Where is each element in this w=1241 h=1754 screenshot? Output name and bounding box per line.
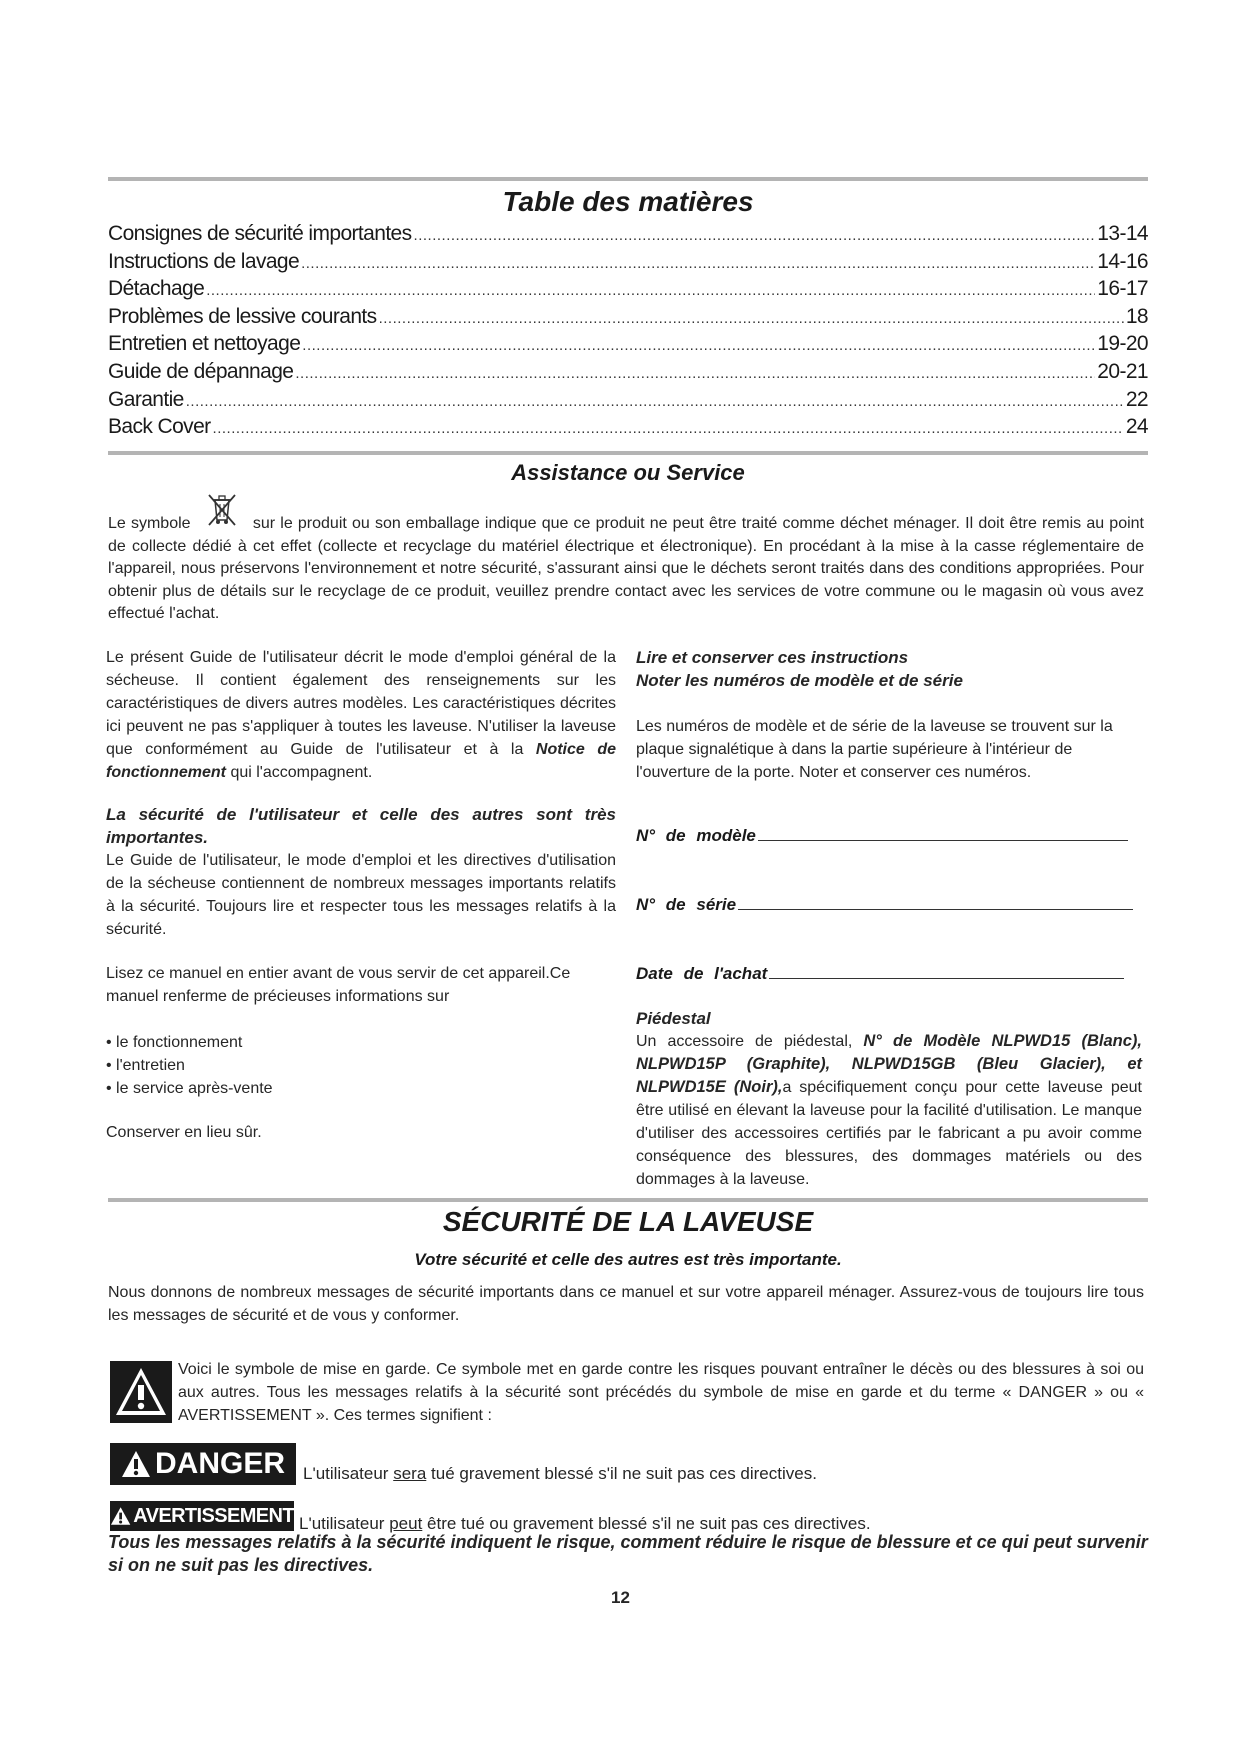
toc-entry-label: Back Cover	[108, 415, 211, 439]
danger-description	[303, 1462, 817, 1485]
pedestal-text	[636, 1030, 1142, 1191]
intro-text	[106, 646, 616, 784]
user-safety-text: Le Guide de l'utilisateur, le mode d'emploi et les directives d'utilisation de la sécheuse contiennent de nombreux messages importants relatifs à la sécurité. Toujours lire et respecter tous les messages relatifs à la sécurité.	[106, 852, 616, 938]
toc-entry-label: Problèmes de lessive courants	[108, 304, 377, 328]
intro-part1: Le présent Guide de l'utilisateur décrit le mode d'emploi général de la sécheuse. Il contient également des renseignements sur les caractéristiques de divers autres modèles. Les caractéristiques décrites ici peuvent ne pas s'appliquer à toutes les laveuse. N'utiliser la laveuse que conformément au Guide de l'utilisateur et à la	[106, 649, 616, 758]
toc-entry[interactable]	[108, 388, 1148, 416]
user-safety-heading: La sécurité de l'utilisateur et celle des autres sont très importantes.	[106, 805, 616, 847]
warning-text-after: être tué ou gravement blessé s'il ne suit pas ces directives.	[427, 1514, 871, 1533]
table-of-contents	[108, 222, 1148, 443]
read-keep-heading: Lire et conserver ces instructions	[636, 648, 909, 667]
toc-entry[interactable]	[108, 277, 1148, 305]
toc-leader	[186, 393, 1124, 410]
toc-leader	[301, 255, 1095, 272]
toc-entry-page: 18	[1125, 304, 1148, 328]
danger-text-before: L'utilisateur	[303, 1464, 389, 1483]
warning-label-text: AVERTISSEMENT	[133, 1504, 294, 1527]
toc-leader	[302, 337, 1095, 354]
warning-alert-icon	[110, 1506, 131, 1526]
toc-entry-page: 20-21	[1097, 359, 1148, 383]
assistance-text-before: Le symbole	[108, 515, 191, 532]
serial-number-line[interactable]	[738, 893, 1133, 910]
crossed-bin-icon	[202, 502, 242, 530]
model-number-line[interactable]	[758, 824, 1128, 841]
toc-entry[interactable]	[108, 332, 1148, 360]
list-item: • le fonctionnement	[106, 1031, 616, 1054]
toc-entry-page: 19-20	[1097, 332, 1148, 356]
pedestal-models: N° de Modèle NLPWD15 (Blanc), NLPWD15P (Graphite), NLPWD15GB (Bleu Glacier), et NLPWD15E (Noir),	[636, 1032, 1142, 1096]
toc-entry-label: Détachage	[108, 277, 205, 301]
assistance-title: Assistance ou Service	[511, 460, 745, 485]
toc-entry-label: Entretien et nettoyage	[108, 332, 301, 356]
serial-number-field[interactable]	[636, 893, 1133, 915]
list-item: • le service après-vente	[106, 1077, 616, 1100]
safety-intro: Nous donnons de nombreux messages de sécurité importants dans ce manuel et sur votre appareil ménager. Assurez-vous de toujours lire tous les messages de sécurité et de vous y conformer.	[108, 1284, 1144, 1324]
safety-closing: Tous les messages relatifs à la sécurité indiquent le risque, comment réduire le risque de blessure et ce qui peut survenir si on ne suit pas les directives.	[108, 1532, 1148, 1575]
danger-emphasis: sera	[393, 1464, 427, 1483]
danger-text-after: tué gravement blessé s'il ne suit pas ces directives.	[431, 1464, 817, 1483]
purchase-date-label: Date de l'achat	[636, 964, 768, 983]
toc-title: Table des matières	[502, 186, 754, 217]
warning-text-before: L'utilisateur	[299, 1514, 385, 1533]
serial-number-label: N° de série	[636, 895, 737, 914]
keep-safe-text: Conserver en lieu sûr.	[106, 1124, 262, 1141]
toc-entry[interactable]	[108, 250, 1148, 278]
toc-entry[interactable]	[108, 415, 1148, 443]
toc-entry-label: Garantie	[108, 387, 184, 411]
toc-entry-page: 22	[1125, 387, 1148, 411]
list-item: • l'entretien	[106, 1054, 616, 1077]
pedestal-text2: a spécifiquement conçu pour cette laveuse peut être utilisé en élevant la laveuse pour la facilité d'utilisation. Le manque d'utiliser des accessoires certifiés par le fabricant a pu avoir comme conséquence des blessures, des dommages matériels ou des dommages à la laveuse.	[636, 1079, 1142, 1188]
pedestal-text1: Un accessoire de piédestal,	[636, 1033, 853, 1050]
toc-entry-page: 14-16	[1097, 249, 1148, 273]
toc-entry[interactable]	[108, 360, 1148, 388]
safety-rule	[108, 1198, 1148, 1202]
purchase-date-line[interactable]	[769, 962, 1124, 979]
warning-label	[110, 1501, 294, 1531]
danger-label-text: DANGER	[154, 1447, 285, 1480]
assistance-rule	[108, 451, 1148, 455]
toc-entry-page: 16-17	[1097, 277, 1148, 301]
toc-entry[interactable]	[108, 222, 1148, 250]
top-rule	[108, 177, 1148, 181]
read-manual-text: Lisez ce manuel en entier avant de vous servir de cet appareil.Ce manuel renferme de précieuses informations sur	[106, 965, 571, 1005]
toc-leader	[414, 227, 1096, 244]
record-numbers-heading: Noter les numéros de modèle et de série	[636, 671, 963, 690]
page-number: 12	[611, 1588, 630, 1607]
toc-entry-label: Guide de dépannage	[108, 359, 294, 383]
assistance-text	[108, 502, 1144, 626]
model-number-field[interactable]	[636, 824, 1128, 846]
pedestal-heading: Piédestal	[636, 1009, 711, 1028]
toc-leader	[213, 420, 1124, 437]
intro-part2: qui l'accompagnent.	[230, 764, 373, 781]
toc-leader	[379, 310, 1124, 327]
toc-leader	[295, 365, 1095, 382]
toc-entry-page: 13-14	[1097, 222, 1148, 245]
assistance-text-after: sur le produit ou son emballage indique que ce produit ne peut être traité comme déchet ménager. Il doit être remis au point de collecte dédié à cet effet (collecte et recyclage du matériel électrique et électronique). En procédant à la mise à la casse réglementaire de l'appareil, nous préservons l'environnement et notre sécurité, s'assurant ainsi que le déchets seront traités dans des conditions appropriées. Pour obtenir plus de détails sur le recyclage de ce produit, veuillez prendre contact avec les services de votre commune ou le magasin où vous avez effectué l'achat.	[108, 515, 1144, 623]
toc-entry[interactable]	[108, 305, 1148, 333]
warning-symbol-icon	[110, 1361, 172, 1423]
safety-subtitle: Votre sécurité et celle des autres est très importante.	[414, 1250, 842, 1269]
danger-label	[110, 1443, 296, 1485]
toc-entry-page: 24	[1125, 415, 1148, 439]
toc-entry-label: Consignes de sécurité importantes	[108, 222, 412, 245]
serial-location-text: Les numéros de modèle et de série de la laveuse se trouvent sur la plaque signalétique à dans la partie supérieure à l'intérieur de l'ouverture de la porte. Noter et conserver ces numéros.	[636, 718, 1113, 781]
toc-leader	[206, 282, 1095, 299]
warning-emphasis: peut	[389, 1514, 423, 1533]
safety-title: SÉCURITÉ DE LA LAVEUSE	[442, 1206, 814, 1237]
danger-alert-icon	[121, 1450, 151, 1478]
toc-entry-label: Instructions de lavage	[108, 249, 300, 273]
topics-list	[106, 1031, 616, 1100]
purchase-date-field[interactable]	[636, 962, 1124, 984]
intro-bold: Notice de fonctionnement	[106, 741, 616, 781]
symbol-explanation: Voici le symbole de mise en garde. Ce symbole met en garde contre les risques pouvant entraîner le décès ou des blessures à soi ou aux autres. Tous les messages relatifs à la sécurité sont précédés du symbole de mise en garde et du terme « DANGER » ou « AVERTISSEMENT ». Ces termes signifient :	[178, 1361, 1144, 1424]
model-number-label: N° de modèle	[636, 826, 756, 845]
